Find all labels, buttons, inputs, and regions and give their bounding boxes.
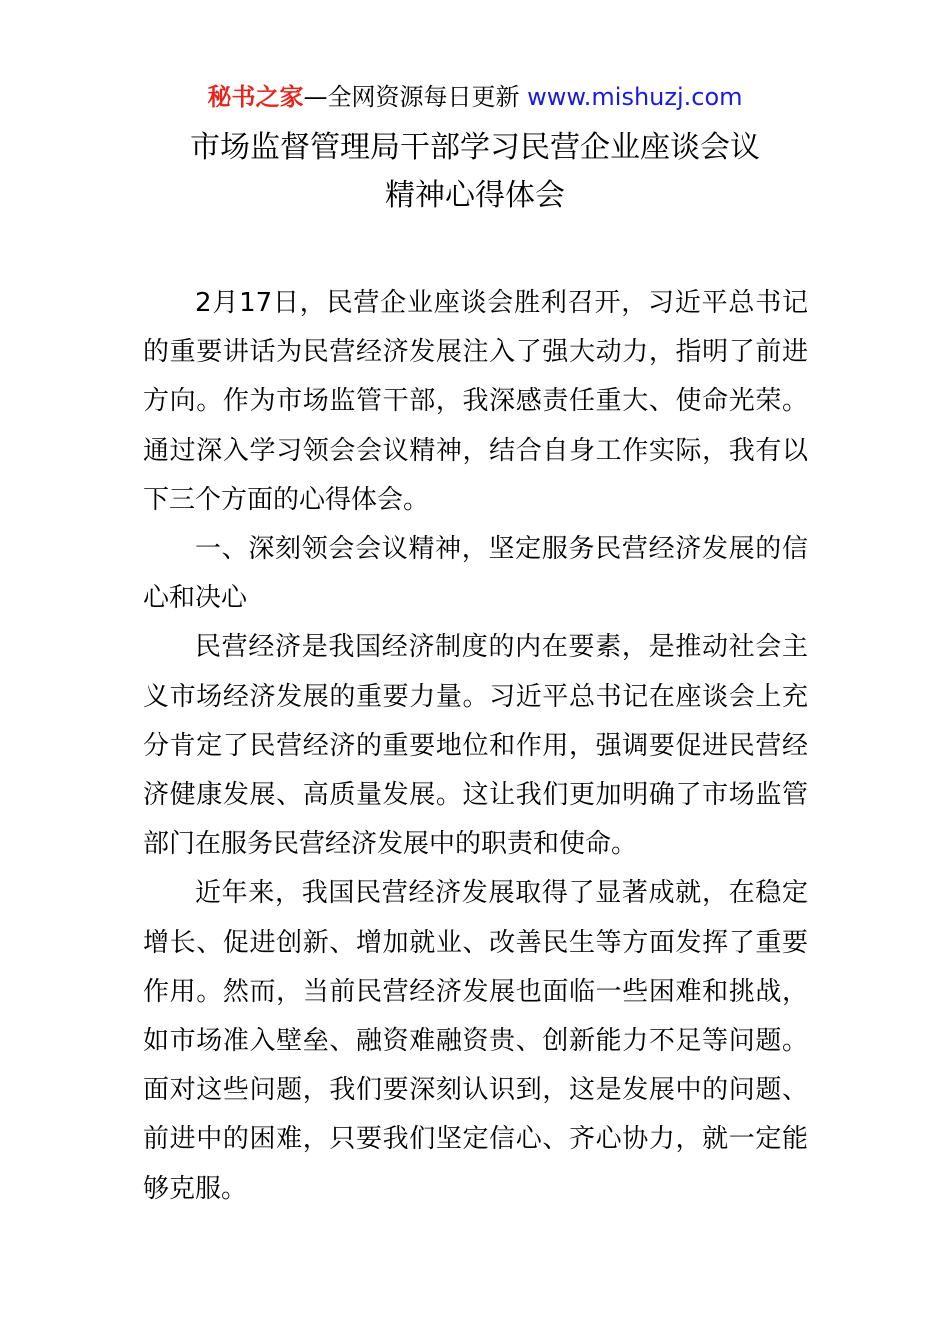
document-body — [143, 279, 808, 1214]
site-brand: 秘书之家 — [207, 83, 304, 111]
site-tagline: —全网资源每日更新 — [303, 83, 528, 111]
site-url-link[interactable]: www.mishuzj.com — [527, 83, 743, 111]
site-header — [0, 80, 950, 114]
document-title-line-1: 市场监督管理局干部学习民营企业座谈会议 — [190, 130, 760, 165]
section-heading-1: 一、深刻领会会议精神，坚定服务民营经济发展的信心和决心 — [143, 534, 808, 614]
paragraph-challenges: 近年来，我国民营经济发展取得了显著成就，在稳定增长、促进创新、增加就业、改善民生等方面发挥了重要作用。然而，当前民营经济发展也面临一些困难和挑战，如市场准入壁垒、融资难融资贵、创新能力不足等问题。面对这些问题，我们要深刻认识到，这是发展中的问题、前进中的困难，只要我们坚定信心、齐心协力，就一定能够克服。 — [143, 878, 808, 1204]
document-title-line-2: 精神心得体会 — [385, 178, 565, 213]
paragraph-intro: 2月17日，民营企业座谈会胜利召开，习近平总书记的重要讲话为民营经济发展注入了强大动力，指明了前进方向。作为市场监管干部，我深感责任重大、使命光荣。通过深入学习领会会议精神，结合自身工作实际，我有以下三个方面的心得体会。 — [143, 288, 808, 515]
paragraph-private-economy-role: 民营经济是我国经济制度的内在要素，是推动社会主义市场经济发展的重要力量。习近平总书记在座谈会上充分肯定了民营经济的重要地位和作用，强调要促进民营经济健康发展、高质量发展。这让我们更加明确了市场监管部门在服务民营经济发展中的职责和使命。 — [143, 632, 808, 860]
